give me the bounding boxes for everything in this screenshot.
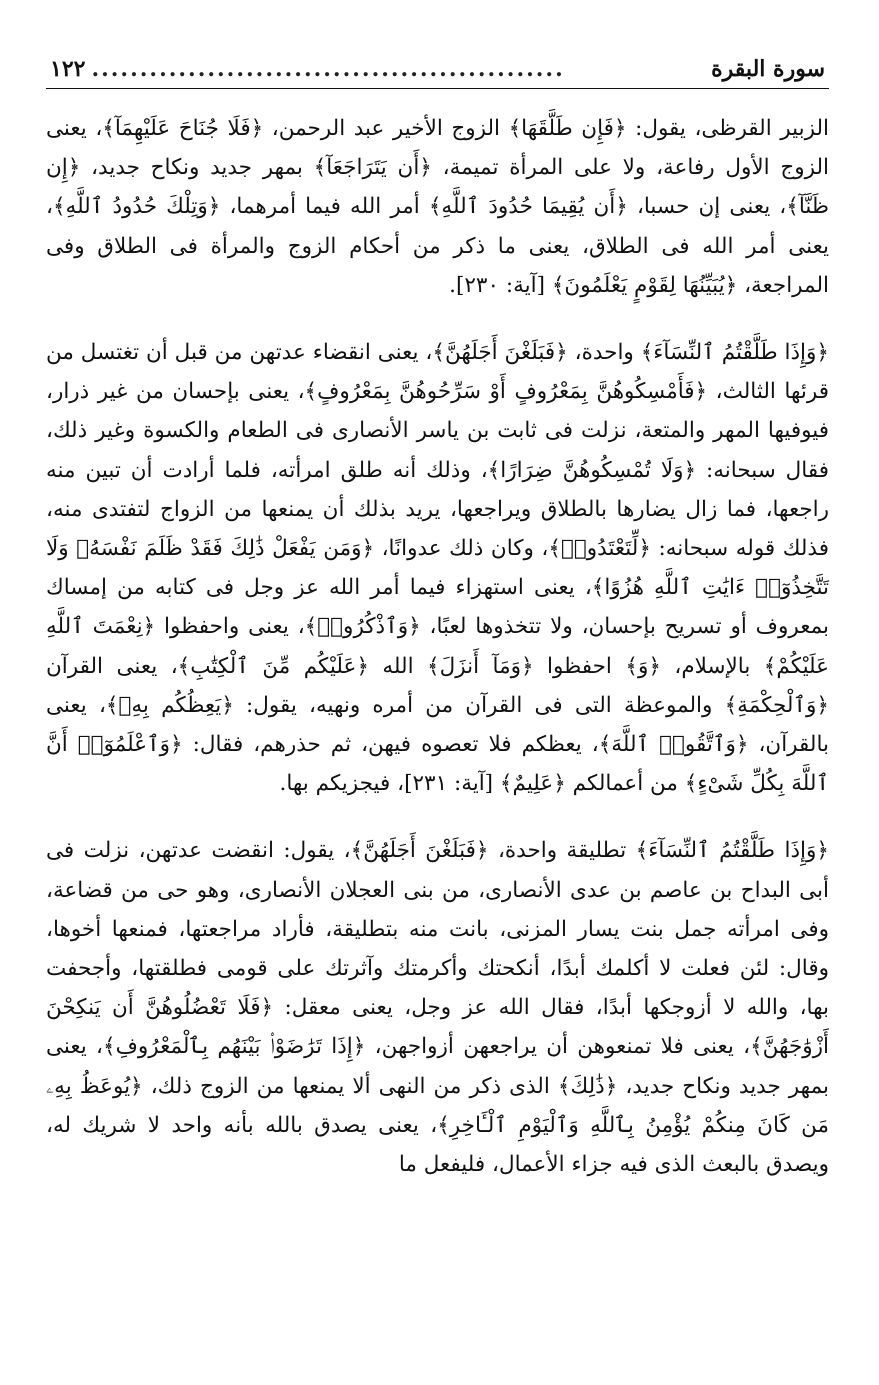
surah-title: سورة البقرة (711, 56, 825, 82)
paragraph-verse-231: ﴿وَإِذَا طَلَّقْتُمُ ٱلنِّسَآءَ﴾ واحدة، ﴿فَبَلَغْنَ أَجَلَهُنَّ﴾، يعنى انقضاء عدتهن من قبل أن تغتسل من قرئها الثالث، ﴿فَأَمْسِكُوهُنَّ بِمَعْرُوفٍ أَوْ سَرِّحُوهُنَّ بِمَعْرُوفٍ﴾، يعنى بإحسان من غير ذرار، فيوفيها المهر والمتعة، نزلت فى ثابت بن ياسر الأنصارى فى الطعام والكسوة وغير ذلك، فقال سبحانه: ﴿وَلَا تُمْسِكُوهُنَّ ضِرَارًا﴾، وذلك أنه طلق امرأته، فلما أرادت أن تبين منه راجعها، فما زال يضارها بالطلاق ويراجعها، يريد بذلك أن يمنعها من الزواج لتفتدى منه، فذلك قوله سبحانه: ﴿لِّتَعْتَدُوا۟﴾، وكان ذلك عدوانًا، ﴿وَمَن يَفْعَلْ ذَٰلِكَ فَقَدْ ظَلَمَ نَفْسَهُۥ وَلَا تَتَّخِذُوٓا۟ ءَايَٰتِ ٱللَّهِ هُزُوًا﴾، يعنى استهزاء فيما أمر الله عز وجل فى كتابه من إمساك بمعروف أو تسريح بإحسان، ولا تتخذوها لعبًا، ﴿وَٱذْكُرُوا۟﴾، يعنى واحفظوا ﴿نِعْمَتَ ٱللَّهِ عَلَيْكُمْ﴾ بالإسلام، ﴿وَ﴾ احفظوا ﴿وَمَآ أَنزَلَ﴾ الله ﴿عَلَيْكُم مِّنَ ٱلْكِتَٰبِ﴾، يعنى القرآن ﴿وَٱلْحِكْمَةِ﴾ والموعظة التى فى القرآن من أمره ونهيه، يقول: ﴿يَعِظُكُم بِهِۦ﴾، يعنى بالقرآن، ﴿وَٱتَّقُوا۟ ٱللَّهَ﴾، يعظكم فلا تعصوه فيهن، ثم حذرهم، فقال: ﴿وَٱعْلَمُوٓا۟ أَنَّ ٱللَّهَ بِكُلِّ شَىْءٍ﴾ من أعمالكم ﴿عَلِيمٌ﴾ [آية: ٢٣١]، فيجزيكم بها. (46, 340, 829, 797)
paragraph-verse-230: الزبير القرظى، يقول: ﴿فَإِن طَلَّقَهَا﴾ الزوج الأخير عبد الرحمن، ﴿فَلَا جُنَاحَ عَلَيْهِمَآ﴾، يعنى الزوج الأول رفاعة، ولا على المرأة تميمة، ﴿أَن يَتَرَاجَعَآ﴾ بمهر جديد ونكاح جديد، ﴿إِن ظَنَّآ﴾، يعنى إن حسبا، ﴿أَن يُقِيمَا حُدُودَ ٱللَّهِ﴾ أمر الله فيما أمرهما، ﴿وَتِلْكَ حُدُودُ ٱللَّهِ﴾، يعنى أمر الله فى الطلاق، يعنى ما ذكر من أحكام الزوج والمرأة فى الطلاق وفى المراجعة، ﴿يُبَيِّنُهَا لِقَوْمٍ يَعْلَمُونَ﴾ [آية: ٢٣٠]. (46, 116, 829, 298)
page-number: ١٢٢ (50, 56, 86, 82)
running-header (46, 52, 829, 89)
dot-leader: ................................................. (91, 56, 565, 82)
paragraph-verse-232: ﴿وَإِذَا طَلَّقْتُمُ ٱلنِّسَآءَ﴾ تطليقة واحدة، ﴿فَبَلَغْنَ أَجَلَهُنَّ﴾، يقول: انقضت عدتهن، نزلت فى أبى البداح بن عاصم بن عدى الأنصارى، من بنى العجلان الأنصارى، وهو حى من قضاعة، وفى امرأته جمل بنت يسار المزنى، بانت منه بتطليقة، فأراد مراجعتها، فمنعها أخوها، وقال: لئن فعلت لا أكلمك أبدًا، أنكحتك وأكرمتك وآثرتك على قومى فطلقتها، وأجحفت بها، والله لا أزوجكها أبدًا، فقال الله عز وجل، يعنى معقل: ﴿فَلَا تَعْضُلُوهُنَّ أَن يَنكِحْنَ أَزْوَٰجَهُنَّ﴾، يعنى فلا تمنعوهن أن يراجعهن أزواجهن، ﴿إِذَا تَرَٰضَوْا۟ بَيْنَهُم بِٱلْمَعْرُوفِ﴾، يعنى بمهر جديد ونكاح جديد، ﴿ذَٰلِكَ﴾ الذى ذكر من النهى ألا يمنعها من الزوج ذلك، ﴿يُوعَظُ بِهِۦ مَن كَانَ مِنكُمْ يُؤْمِنُ بِٱللَّهِ وَٱلْيَوْمِ ٱلْـَٔاخِرِ﴾، يعنى يصدق بالله بأنه واحد لا شريك له، ويصدق بالبعث الذى فيه جزاء الأعمال، فليفعل ما (46, 838, 829, 1178)
